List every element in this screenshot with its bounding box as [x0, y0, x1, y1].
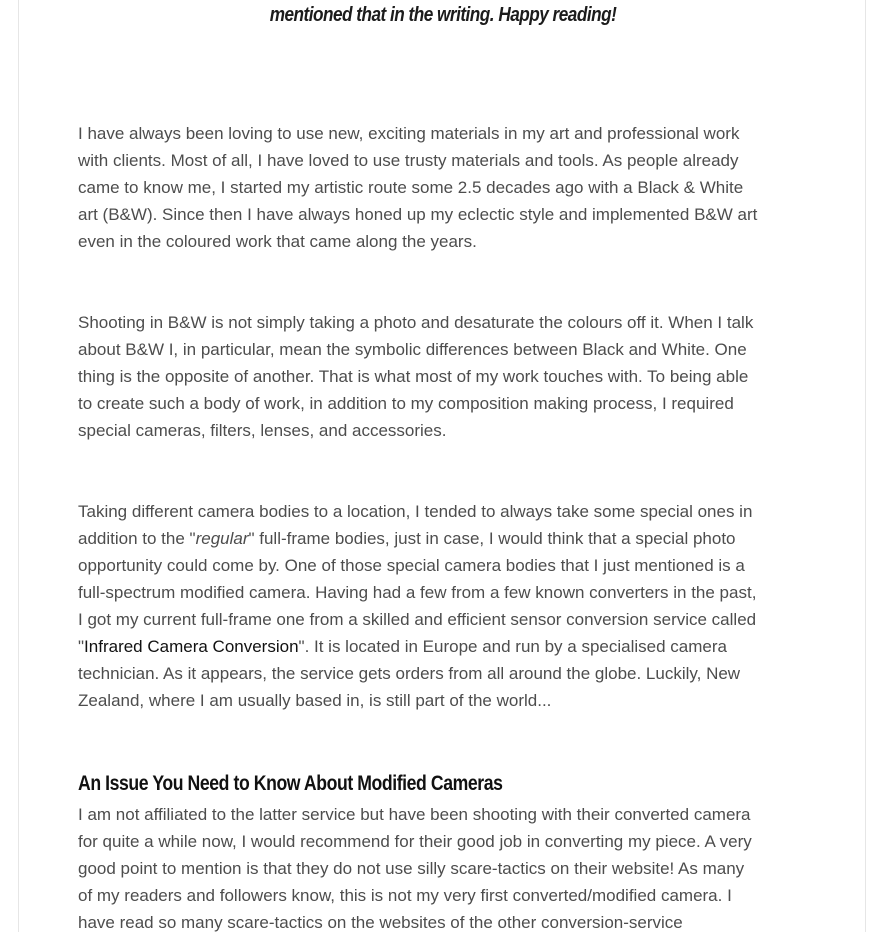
paragraph-line: about B&W I, in particular, mean the symbolic differences between Black and White. One	[78, 340, 747, 359]
emphasis-regular: regular	[195, 529, 249, 548]
paragraph-3	[78, 498, 812, 714]
paragraph-line: to create such a body of work, in addition to my composition making process, I required	[78, 394, 734, 413]
paragraph-line: came to know me, I started my artistic route some 2.5 decades ago with a Black & White	[78, 178, 744, 197]
paragraph-line	[78, 633, 812, 660]
paragraph-line: opportunity could come by. One of those special camera bodies that I just mentioned is a	[78, 556, 745, 575]
paragraph-line: good point to mention is that they do not use silly scare-tactics on their website! As many	[78, 859, 745, 878]
paragraph-line: I got my current full-frame one from a skilled and efficient sensor conversion service called	[78, 610, 757, 629]
intro-line: mentioned that in the writing. Happy reading!	[269, 4, 617, 26]
paragraph-line: I am not affiliated to the latter service but have been shooting with their converted camera	[78, 805, 751, 824]
paragraph-line: special cameras, filters, lenses, and accessories.	[78, 421, 447, 440]
paragraph-line: Taking different camera bodies to a location, I tended to always take some special ones in	[78, 502, 753, 521]
paragraph-2	[78, 309, 812, 444]
paragraph-line: Shooting in B&W is not simply taking a photo and desaturate the colours off it. When I talk	[78, 313, 754, 332]
section-heading: An Issue You Need to Know About Modified Cameras	[78, 772, 503, 795]
text-run: addition to the "	[78, 529, 196, 548]
paragraph-line: technician. As it appears, the service gets orders from all around the globe. Luckily, New	[78, 664, 741, 683]
paragraph-line: I have always been loving to use new, exciting materials in my art and professional work	[78, 124, 740, 143]
paragraph-4	[78, 801, 812, 932]
text-run: ". It is located in Europe and run by a specialised camera	[298, 637, 727, 656]
paragraph-line	[78, 525, 812, 552]
paragraph-1	[78, 120, 812, 255]
paragraph-line: even in the coloured work that came along the years.	[78, 232, 477, 251]
text-run: " full-frame bodies, just in case, I would think that a special photo	[248, 529, 736, 548]
text-run: "	[78, 637, 85, 656]
paragraph-line: have read so many scare-tactics on the websites of the other conversion-service	[78, 913, 683, 932]
paragraph-line: for quite a while now, I would recommend for their good job in converting my piece. A very	[78, 832, 752, 851]
paragraph-line: Zealand, where I am usually based in, is still part of the world...	[78, 691, 552, 710]
paragraph-line: with clients. Most of all, I have loved to use trusty materials and tools. As people already	[78, 151, 739, 170]
paragraph-line: thing is the opposite of another. That is what most of my work touches with. To being able	[78, 367, 749, 386]
paragraph-line: art (B&W). Since then I have always honed up my eclectic style and implemented B&W art	[78, 205, 758, 224]
infrared-camera-conversion-link[interactable]: Infrared Camera Conversion	[84, 637, 299, 656]
paragraph-line: of my readers and followers know, this is not my very first converted/modified camera. I	[78, 886, 732, 905]
paragraph-line: full-spectrum modified camera. Having had a few from a few known converters in the past,	[78, 583, 757, 602]
